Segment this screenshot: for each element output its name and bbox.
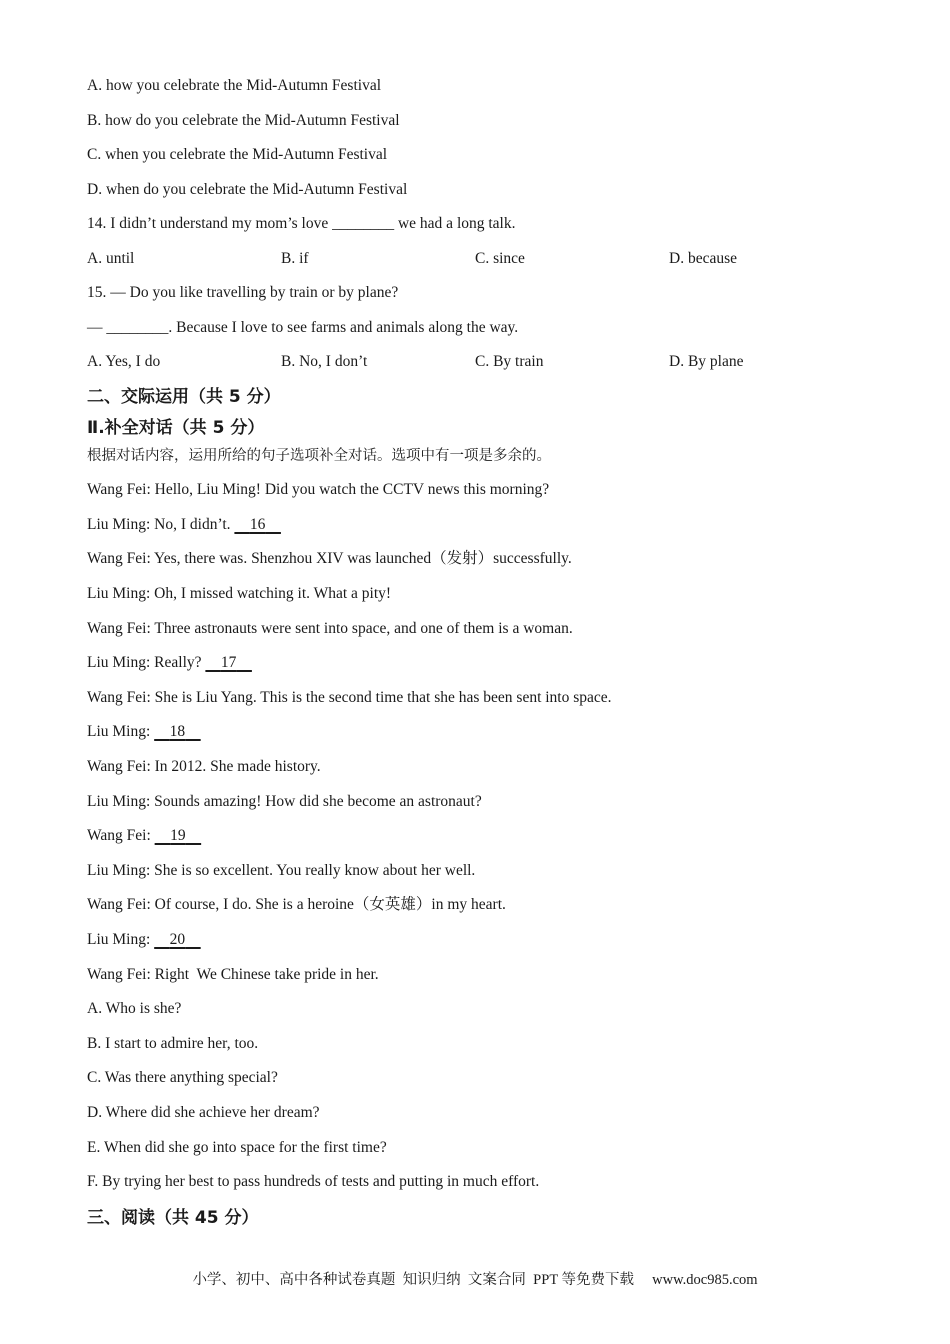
q13-option-d: D. when do you celebrate the Mid-Autumn Festival	[87, 181, 408, 198]
dialogue-line	[87, 895, 506, 915]
dialogue-text: Wang Fei: In 2012. She made history.	[87, 758, 321, 775]
section-2-subheading: Ⅱ.补全对话（共 5 分）	[87, 418, 265, 438]
dialogue-line	[87, 619, 573, 639]
dialogue-text: Wang Fei: Yes, there was. Shenzhou XIV was launched（发射）successfully.	[87, 550, 572, 567]
section-2-instruction: 根据对话内容，运用所给的句子选项补全对话。选项中有一项是多余的。	[87, 448, 551, 464]
q15-option-c: C. By train	[475, 353, 544, 370]
dialogue-line	[87, 757, 321, 777]
q15-stem: 15. — Do you like travelling by train or by plane?	[87, 284, 399, 301]
q15-options	[87, 352, 867, 372]
q15-reply: — ________. Because I love to see farms and animals along the way.	[87, 319, 519, 336]
blank-18: 18	[169, 723, 186, 740]
page-footer: 小学、初中、高中各种试卷真题 知识归纳 文案合同 PPT 等免费下载 www.doc985.com	[192, 1272, 758, 1288]
dialogue-option-c: C. Was there anything special?	[87, 1069, 278, 1086]
dialogue-line	[87, 722, 201, 742]
dialogue-text: Liu Ming: No, I didn’t.	[87, 516, 235, 533]
dialogue-line	[87, 653, 252, 673]
blank-19: 19	[170, 827, 186, 844]
q14-option-a: A. until	[87, 250, 135, 267]
dialogue-line	[87, 480, 549, 500]
dialogue-text: Wang Fei: Right We Chinese take pride in her.	[87, 966, 379, 983]
dialogue-text: Liu Ming: Sounds amazing! How did she become an astronaut?	[87, 793, 482, 810]
dialogue-text: Wang Fei: Hello, Liu Ming! Did you watch the CCTV news this morning?	[87, 481, 550, 498]
dialogue-text: Wang Fei:	[87, 827, 155, 844]
q15-option-b: B. No, I don’t	[281, 353, 368, 370]
dialogue-text: Liu Ming: She is so excellent. You really know about her well.	[87, 862, 476, 879]
dialogue-line	[87, 688, 612, 708]
q14-option-c: C. since	[475, 250, 525, 267]
q14-option-d: D. because	[669, 250, 737, 267]
dialogue-text: Liu Ming:	[87, 723, 155, 740]
dialogue-option-f: F. By trying her best to pass hundreds of tests and putting in much effort.	[87, 1173, 540, 1190]
dialogue-option-a: A. Who is she?	[87, 1000, 182, 1017]
dialogue-line	[87, 515, 281, 535]
dialogue-line	[87, 792, 482, 812]
blank-17: 17	[220, 654, 237, 671]
dialogue-text: Liu Ming: Really?	[87, 654, 206, 671]
q15-option-d: D. By plane	[669, 353, 744, 370]
dialogue-text: Wang Fei: Of course, I do. She is a heroine（女英雄）in my heart.	[87, 896, 506, 913]
q13-option-a: A. how you celebrate the Mid-Autumn Festival	[87, 77, 382, 94]
dialogue-line	[87, 549, 572, 569]
section-2-heading: 二、交际运用（共 5 分）	[87, 387, 281, 407]
dialogue-text: Liu Ming: Oh, I missed watching it. What a pity!	[87, 585, 392, 602]
dialogue-line	[87, 826, 201, 846]
q14-option-b: B. if	[281, 250, 309, 267]
q15-option-a: A. Yes, I do	[87, 353, 161, 370]
q13-option-c: C. when you celebrate the Mid-Autumn Festival	[87, 146, 388, 163]
dialogue-line	[87, 584, 391, 604]
q14-stem: 14. I didn’t understand my mom’s love ________ we had a long talk.	[87, 215, 516, 232]
q13-option-b: B. how do you celebrate the Mid-Autumn Festival	[87, 112, 400, 129]
dialogue-option-e: E. When did she go into space for the first time?	[87, 1139, 387, 1156]
dialogue-text: Wang Fei: She is Liu Yang. This is the second time that she has been sent into space.	[87, 689, 612, 706]
dialogue-line	[87, 930, 201, 950]
blank-20: 20	[169, 931, 186, 948]
section-3-heading: 三、阅读（共 45 分）	[87, 1208, 259, 1228]
dialogue-line	[87, 861, 475, 881]
dialogue-text: Wang Fei: Three astronauts were sent into space, and one of them is a woman.	[87, 620, 573, 637]
q14-options	[87, 249, 867, 269]
blank-16: 16	[249, 516, 266, 533]
dialogue-option-d: D. Where did she achieve her dream?	[87, 1104, 320, 1121]
dialogue-line	[87, 965, 379, 985]
dialogue-text: Liu Ming:	[87, 931, 155, 948]
dialogue-option-b: B. I start to admire her, too.	[87, 1035, 259, 1052]
